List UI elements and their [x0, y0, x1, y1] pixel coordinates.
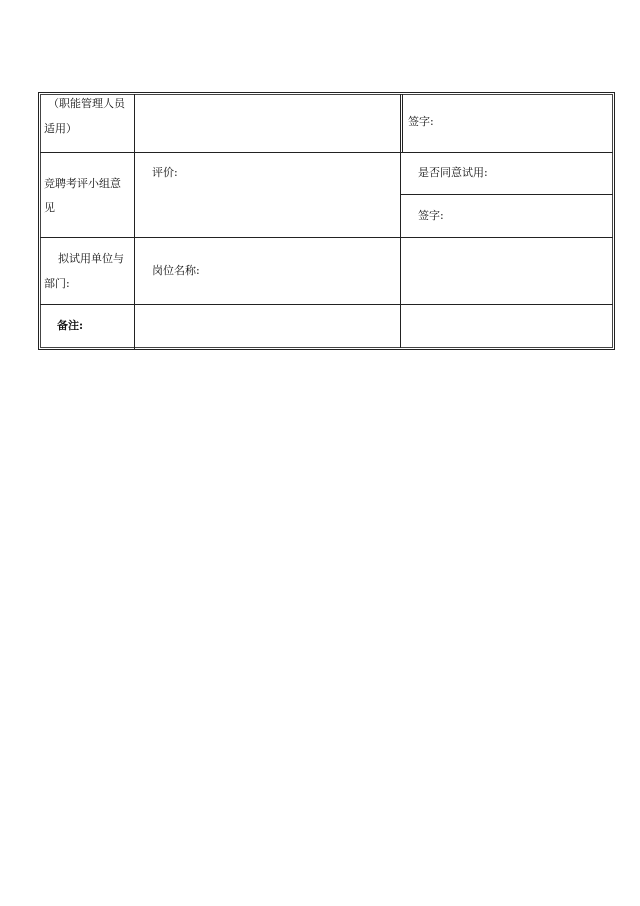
row-divider: [40, 304, 613, 305]
row2-agree-label: 是否同意试用:: [418, 166, 488, 179]
column-divider: [402, 94, 403, 152]
row2-evaluation-label: 评价:: [152, 166, 178, 179]
row1-label-line1: （职能管理人员: [48, 97, 125, 110]
row3-label-line2: 部门:: [44, 277, 70, 290]
row3-label-line1: 拟试用单位与: [58, 252, 124, 265]
row1-sign-label: 签字:: [408, 115, 434, 128]
row-divider: [40, 237, 613, 238]
row1-label-line2: 适用）: [44, 122, 77, 135]
row3-position-label: 岗位名称:: [152, 264, 200, 277]
row2-sign-label: 签字:: [418, 209, 444, 222]
row2-label-line2: 见: [44, 201, 55, 214]
column-divider: [400, 94, 401, 348]
table-inner-border: [40, 94, 613, 348]
row-divider: [40, 152, 613, 153]
row2-label-line1: 竞聘考评小组意: [44, 177, 121, 190]
row4-remarks-label: 备注:: [57, 319, 84, 332]
row-divider: [401, 194, 613, 195]
column-divider: [134, 94, 135, 350]
